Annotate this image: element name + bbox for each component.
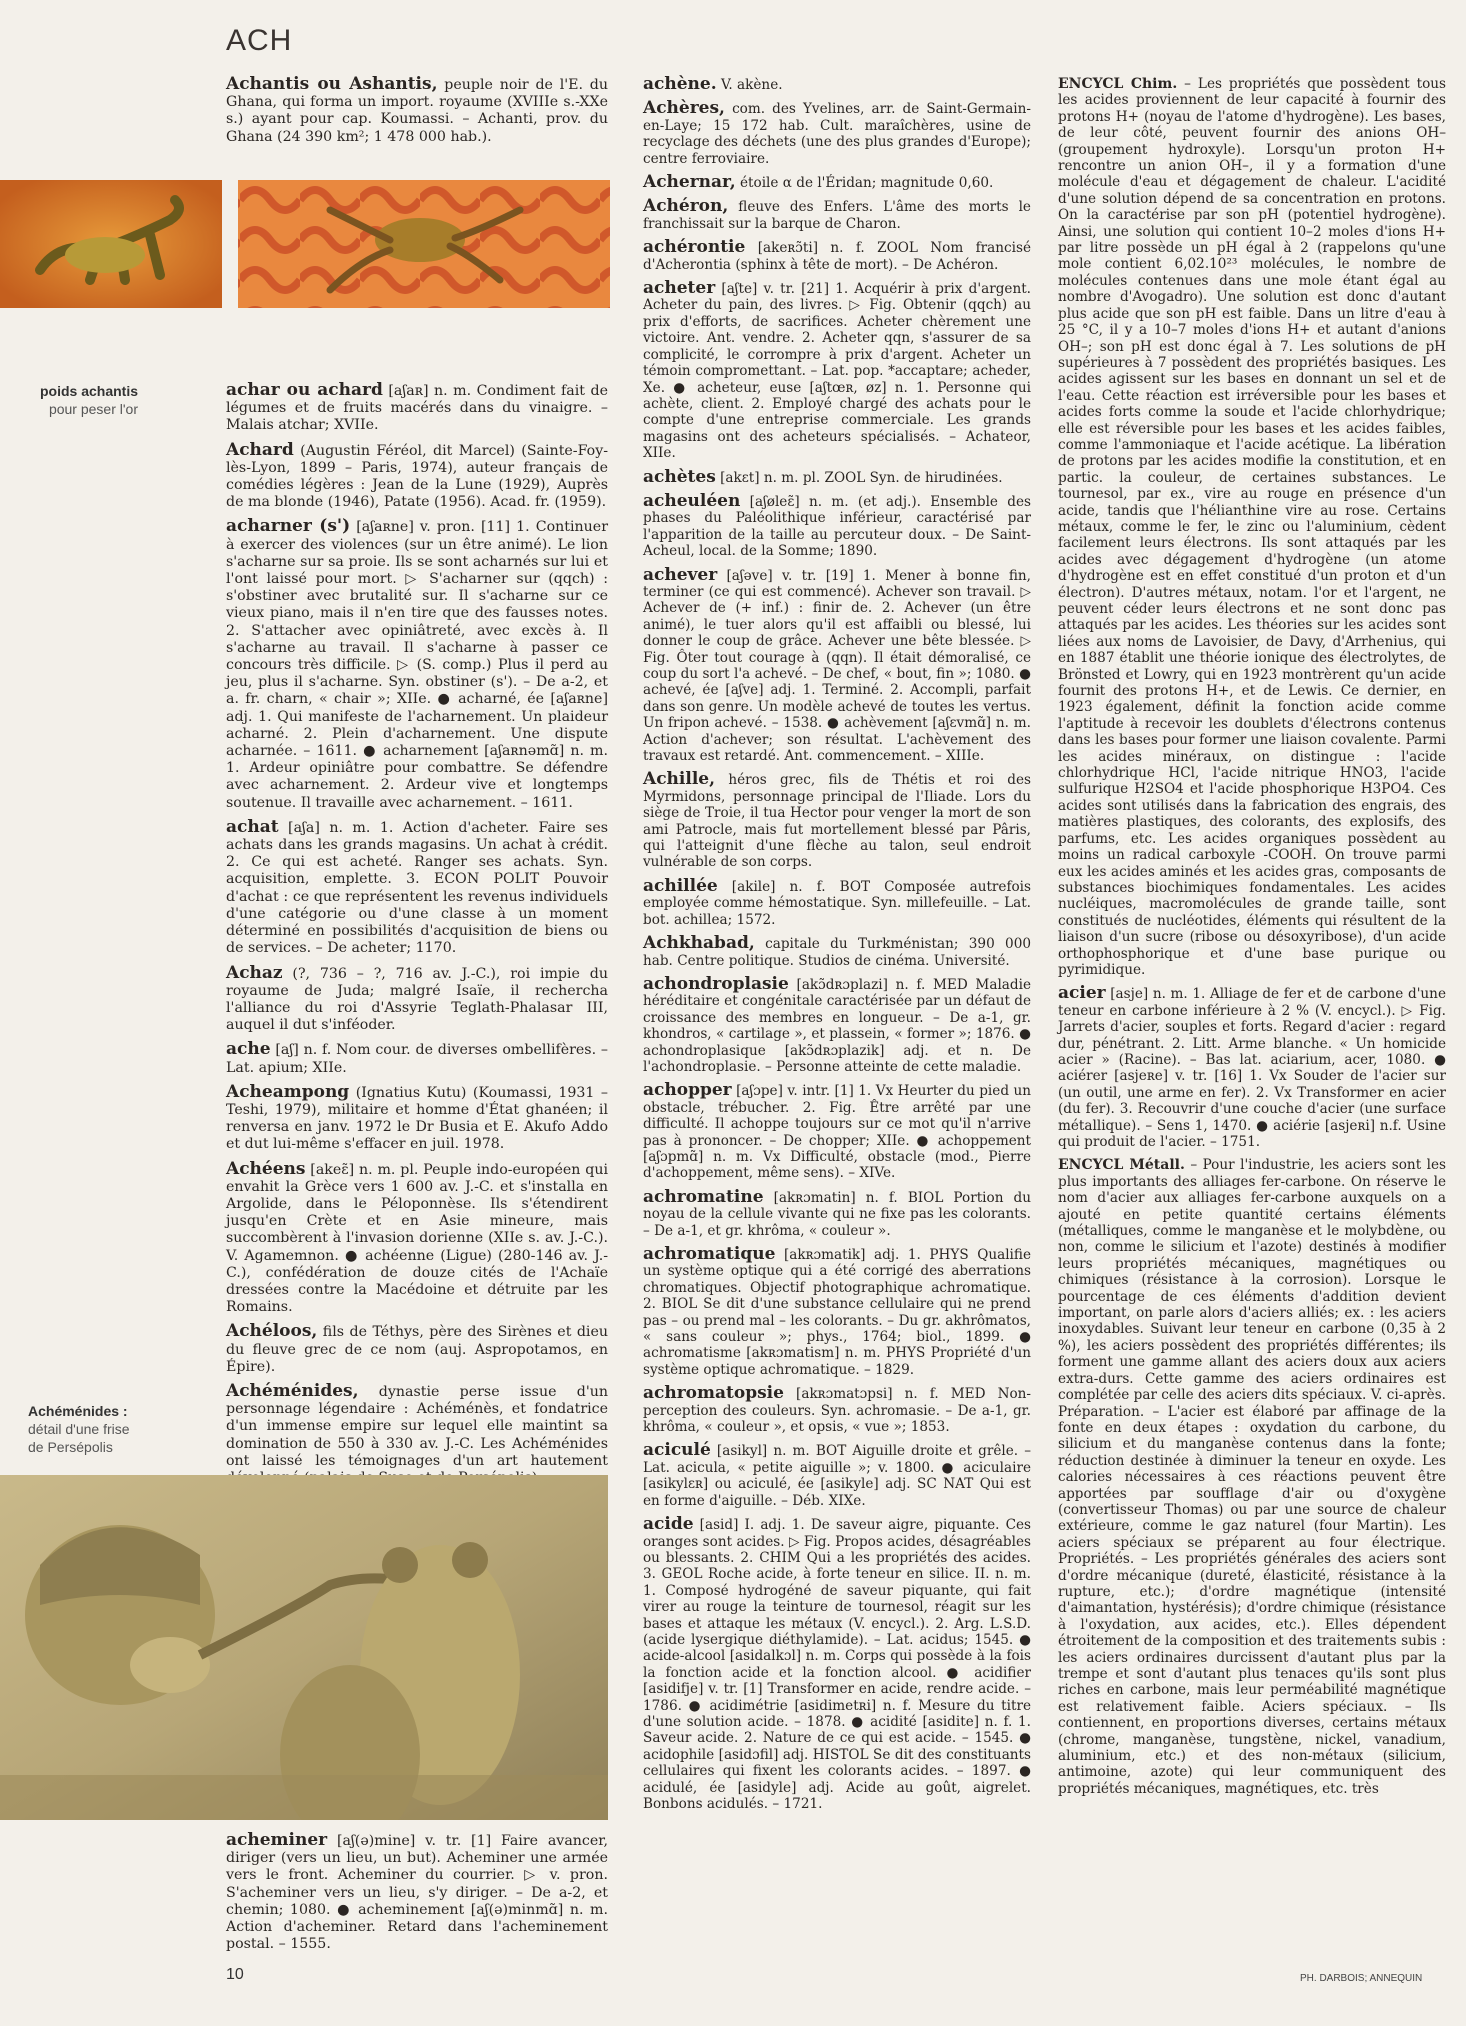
headword: achondroplasie <box>643 973 789 994</box>
headword: achromatopsie <box>643 1383 784 1404</box>
caption-frieze <box>0 1402 146 1456</box>
entry <box>643 76 1031 93</box>
entry <box>226 816 608 958</box>
entry <box>643 564 1031 765</box>
entry <box>226 1081 609 1154</box>
entry <box>1058 985 1446 1150</box>
definition: – Pour l'industrie, les aciers sont les plus importants des alliages fer-carbone. On réserve le nom d'acier aux alliages fer-carbone auxquels on a ajouté en petite quantité certains éléments (métalliques, comme le manganèse et le molybdène, ou non, comme le silicium et l'azote) destinés à modifier leurs propriétés mécaniques, magnétiques ou chimiques (résistance à la corrosion). Lorsque le pourcentage de ces éléments d'addition devient important, on parle alors d'aciers alliés; ex. : les aciers inoxydables. Suivant leur teneur en carbone (0,35 à 2 %), les aciers possèdent des propriétés différentes; ils forment une gamme allant des aciers doux aux aciers extra-durs. Cette gamme des aciers ordinaires est complétée par celle des aciers dits spéciaux. V. ci-après. Préparation. – L'acier est élaboré par affinage de la fonte en deux étapes : oxydation du carbone, du silicium et du manganèse contenus dans la fonte; réduction destinée à diminuer la teneur en oxyde. Les calories nécessaires à ces réactions peuvent être apportées par soufflage d'air ou d'oxygène (convertisseur Thomas) ou par une source de chaleur extérieure, comme le gaz naturel (four Martin). Les aciers spéciaux se préparent au four électrique. Propriétés. – Les propriétés générales des aciers sont d'ordre mécanique (dureté, élasticité, résistance à la rupture, etc.); d'ordre magnétique (intensité d'aimantation, hystérésis); d'ordre chimique (résistance à l'oxydation, aux acides, etc.). Elles dépendent étroitement de la composition et des traitements subis : les aciers ordinaires durcissent d'autant plus par la trempe et sont d'autant plus tenaces qu'ils sont plus riches en carbone, mais leur perméabilité magnétique est relativement faible. Aciers spéciaux. – Ils contiennent, en proportions diverses, certains métaux (chrome, manganèse, tungstène, nickel, vanadium, aluminium, etc.) et des non-métaux (silicium, antimoine, azote) qui leur communiquent des propriétés mécaniques, magnétiques, etc. très <box>1058 1157 1446 1797</box>
photo-persepolis-frieze <box>0 1475 608 1820</box>
definition: [asid] I. adj. 1. De saveur aigre, piquante. Ces oranges sont acides. ▷ Fig. Propos acides, désagréables ou blessants. 2. CHIM Qui a les propriétés des acides. 3. GEOL Roche acide, à forte teneur en silice. II. n. m. 1. Composé hydrogéné de saveur piquante, qui fait virer au rouge la teinture de tournesol, réagit sur les bases et attaque les métaux (V. encycl.). 2. Arg. L.S.D. (acide lysergique diéthylamide). – Lat. acidus; 1545. ● acide-alcool [asidalkɔl] n. m. Corps qui possède à la fois la fonction acide et la fonction alcool. ● acidifier [asidifje] v. tr. [1] Transformer en acide, rendre acide. – 1786. ● acidimétrie [asidimetʀi] n. f. Mesure du titre d'une solution acide. – 1878. ● acidité [asidite] n. f. 1. Saveur acide. 2. Nature de ce qui est acide. – 1545. ● acidophile [asidɔfil] adj. HISTOL Se dit des constituants cellulaires qui fixent les colorants acides. – 1897. ● acidulé, ée [asidyle] adj. Acide au goût, aigrelet. Bonbons acidulés. – 1721. <box>643 1517 1031 1812</box>
definition: [aʃaʀne] v. pron. [11] 1. Continuer à exercer des violences (sur un être animé). Le lion s'acharne sur sa proie. Ils se sont acharnés sur lui et l'ont laissé pour mort. ▷ S'acharner sur (qqch) : s'obstiner avec brutalité sur. Il s'acharne sur ce vieux piano, mais il n'en tire que des fausses notes. 2. S'attacher avec opiniâtreté, avec excès à. Il s'acharne au travail. Il s'acharne à passer ce concours très difficile. ▷ (S. comp.) Plus il perd au jeu, plus il s'acharne. Syn. obstiner (s'). – De a-2, et a. fr. charn, « chair »; XIIe. ● acharné, ée [aʃaʀne] adj. 1. Qui manifeste de l'acharnement. Un plaideur acharné. 2. Plein d'acharnement. Une dispute acharnée. – 1611. ● acharnement [aʃaʀnəmɑ̃] n. m. 1. Ardeur opiniâtre pour combattre. Se défendre avec acharnement. 2. Ardeur vive et longtemps soutenue. Il travaille avec acharnement. – 1611. <box>226 519 608 811</box>
entry <box>643 973 1031 1075</box>
entry <box>226 1041 608 1076</box>
entry <box>226 1380 608 1487</box>
entry <box>643 280 1031 461</box>
definition: fils de Téthys, père des Sirènes et dieu du fleuve grec de ce nom (auj. Aspropotamos, en Épire). <box>226 1324 608 1375</box>
headword: achillée <box>643 875 718 896</box>
entry <box>643 466 1031 487</box>
definition: [akʀɔmatin] n. f. BIOL Portion du noyau de la cellule vivante qui ne fixe pas les colorants. – De a-1, et gr. khrôma, « couleur ». <box>643 1189 1031 1239</box>
definition: com. des Yvelines, arr. de Saint-Germain-en-Laye; 15 172 hab. Cult. maraîchères, usine de recyclage des déchets (une des plus grandes d'Europe); centre ferroviaire. <box>643 101 1031 167</box>
entry <box>226 439 608 512</box>
definition: peuple noir de l'E. du Ghana, qui forma un import. royaume (XVIIIe s.-XXe s.) ayant pour cap. Koumassi. – Achanti, prov. du Ghana (24 390 km²; 1 478 000 hab.). <box>226 77 609 145</box>
headword: Achéens <box>226 1158 306 1179</box>
definition: [asje] n. m. 1. Alliage de fer et de carbone d'une teneur en carbone inférieure à 2 % (V. encycl.). ▷ Fig. Jarrets d'acier, souples et forts. Regard d'acier : regard dur, pénétrant. 2. Litt. Arme blanche. « Un homicide acier » (Racine). – Bas lat. aciarium, acer, 1080. ● aciérer [asjeʀe] v. tr. [16] 1. Vx Souder de l'acier sur (un outil, une arme en fer). 2. Vx Transformer en acier (du fer). 3. Recouvrir d'une couche d'acier (une surface métallique). – Sens 1, 1470. ● aciérie [asjeʀi] n.f. Usine qui produit de l'acier. – 1751. <box>1058 986 1446 1150</box>
definition: (Ignatius Kutu) (Koumassi, 1931 – Teshi, 1979), militaire et homme d'État ghanéen; il renversa en janv. 1972 le Dr Busia et E. Akufo Addo et dut lui-même s'effacer en juil. 1978. <box>226 1084 609 1153</box>
definition: capitale du Turkménistan; 390 000 hab. Centre politique. Studios de cinéma. Université. <box>643 936 1031 969</box>
headword: aciculé <box>643 1440 711 1461</box>
entry <box>1058 76 1446 978</box>
headword: Achaz <box>226 962 283 983</box>
headword: acheminer <box>226 1830 328 1850</box>
entry <box>643 935 1031 969</box>
headword: Achernar, <box>643 172 736 193</box>
headword: ENCYCL Chim. <box>1058 76 1178 92</box>
headword: acide <box>643 1514 694 1535</box>
definition: [akile] n. f. BOT Composée autrefois employée comme hémostatique. Syn. millefeuille. – Lat. bot. achillea; 1572. <box>643 878 1031 928</box>
entry <box>643 1385 1031 1435</box>
entry <box>226 76 608 146</box>
headword: achopper <box>643 1080 732 1101</box>
entry <box>226 1832 608 1953</box>
headword: ENCYCL Métall. <box>1058 1157 1185 1174</box>
column-3 <box>1058 76 1446 1804</box>
entry <box>643 1246 1031 1378</box>
definition: [akeʀɔ̃ti] n. f. ZOOL Nom francisé d'Acherontia (sphinx à tête de mort). – De Achéron. <box>643 240 1031 273</box>
entry <box>643 174 1031 191</box>
headword: achever <box>643 564 718 585</box>
definition: [aʃaʀ] n. m. Condiment fait de légumes et de fruits macérés dans du vinaigre. – Malais atchar; XVIIe. <box>226 383 608 434</box>
definition: V. akène. <box>720 77 783 93</box>
headword: Achéron, <box>643 196 729 217</box>
column-1-top <box>226 76 608 153</box>
entry <box>226 382 608 435</box>
caption-bold: poids achantis <box>39 383 138 399</box>
headword: Acheampong <box>226 1081 350 1102</box>
definition: [akʀɔmatik] adj. 1. PHYS Qualifie un système optique qui a été corrigé des aberrations chromatiques. Objectif photographique achromatique. 2. BIOL Se dit d'une substance cellulaire qui ne prend pas – ou prend mal – les colorants. – Du gr. akhrômatos, « sans couleur »; phys., 1764; biol., 1899. ● achromatisme [akʀɔmatism] n. m. PHYS Propriété d'un système optique achromatique. – 1829. <box>643 1247 1032 1378</box>
entry <box>226 962 608 1035</box>
entry <box>643 1516 1031 1812</box>
headword: Achard <box>226 439 294 460</box>
entry <box>643 875 1031 928</box>
definition: [aʃ(ə)mine] v. tr. [1] Faire avancer, diriger (vers un lieu, un but). Acheminer une armée vers le front. Acheminer du courrier. ▷ v. pron. S'acheminer vers un lieu, s'y diriger. – De a-2, et chemin; 1080. ● acheminement [aʃ(ə)minmɑ̃] n. m. Action d'acheminer. Retard dans l'acheminement postal. – 1555. <box>226 1833 608 1953</box>
page-number: 10 <box>226 1966 244 1983</box>
column-1-mid <box>226 382 608 1494</box>
definition: [aʃa] n. m. 1. Action d'acheter. Faire ses achats dans les grands magasins. Un achat à crédit. 2. Ce qui est acheté. Ranger ses achats. Syn. acquisition, emplette. 3. ECON POLIT Pouvoir d'achat : ce que représentent les revenus individuels d'une catégorie ou d'une classe à un moment déterminé en possibilités d'acquisition de biens ou de services. – De acheter; 1170. <box>226 819 608 957</box>
definition: – Les propriétés que possèdent tous les acides proviennent de leur capacité à fournir des protons H+ (noyau de l'atome d'hydrogène). Les bases, de leur côté, peuvent fournir des anions OH– (groupement hydroxyle). Lorsqu'un proton H+ rencontre un anion OH–, il y a formation d'une molécule d'eau et dégagement de chaleur. L'acidité d'une solution dépend de sa concentration en protons. On la caractérise par son pH (potentiel hydrogène). Ainsi, une solution qui contient 10–2 moles d'ions H+ par litre possède un pH égal à 2 (rappelons qu'une mole contient 6,02.10²³ molécules, le nombre de molécules contenues dans une mole étant égal au nombre d'Avogadro). Une solution est donc d'autant plus acide que son pH est faible. Dans un litre d'eau à 25 °C, il y a 10–7 moles d'ions H+ et autant d'anions OH–; son pH est donc égal à 7. Les solutions de pH supérieures à 7 possèdent des propriétés basiques. Les acides agissent sur les bases en donnant un sel et de l'eau. Cette réaction est irréversible pour les bases et acides forts comme la soude et l'acide chlorhydrique; elle est réversible pour les bases et les acides faibles, comme l'ammoniaque et l'acide acétique. La libération de protons par les acides modifie la constitution, et en partic. la couleur, de certaines substances. Le tournesol, par ex., vire au rouge en présence d'un acide, tandis que l'hélianthine vire au rose. Certains métaux, comme le fer, le zinc ou l'aluminium, cèdent facilement leurs électrons. Ils sont attaqués par les acides avec dégagement d'hydrogène (un atome d'hydrogène est en effet constitué d'un proton et d'un électron). D'autres métaux, notam. l'or et l'argent, ne peuvent céder leurs électrons et ne sont donc pas attaqués par les acides. Les théories sur les acides sont liées aux noms de Lavoisier, de Davy, d'Arrhenius, qui en 1887 établit une théorie ionique des électrolytes, de Brönsted et Lowry, qui en 1923 montrèrent qu'un acide fournit des protons H+, et de Lewis. Ce dernier, en 1923 également, définit la fonction acide comme l'aptitude à recevoir les doublets d'électrons contenus dans les bases pour former une liaison covalente. Parmi les acides minéraux, on distingue : l'acide chlorhydrique HCl, l'acide nitrique HNO3, l'acide sulfurique H2SO4 et l'acide phosphorique H3PO4. Ces acides sont utilisés dans la fabrication des engrais, des matières plastiques, des colorants, des explosifs, des parfums, etc. Les acides organiques possèdent au moins un radical carboxyle -COOH. On trouve parmi eux les acides aminés et les acides gras, composants de substances biochimiques fondamentales. Les acides nucléiques, macromolécules de grande taille, sont constitués de nucléotides, éléments qui résultent de la liaison d'un sucre (ribose ou désoxyribose), d'un acide orthophosphorique et d'une base purique ou pyrimidique. <box>1058 76 1446 978</box>
caption-text: détail d'une frise de Persépolis <box>28 1421 130 1455</box>
definition: [aʃte] v. tr. [21] 1. Acquérir à prix d'argent. Acheter du pain, des livres. ▷ Fig. Obtenir (qqch) au prix d'efforts, de sacrifices. Acheter chèrement une victoire. Ant. vendre. 2. Acheter qqn, s'assurer de sa complicité, le corrompre à prix d'argent. Acheter un témoin compromettant. – Lat. pop. *accaptare; acheder, Xe. ● acheteur, euse [aʃtœʀ, øz] n. 1. Personne qui achète, client. 2. Employé chargé des achats pour le compte d'une entreprise commerciale. Les grands magasins ont des acheteurs spécialisés. – Achateor, XIIe. <box>643 281 1031 462</box>
headword: achètes <box>643 466 716 487</box>
entry <box>643 771 1031 870</box>
headword: acheter <box>643 278 716 299</box>
guide-word: ACH <box>226 24 293 57</box>
caption-text: pour peser l'or <box>48 401 138 417</box>
definition: étoile α de l'Éridan; magnitude 0,60. <box>740 175 994 192</box>
definition: (Augustin Féréol, dit Marcel) (Sainte-Foy-lès-Lyon, 1899 – Paris, 1974), auteur français de comédies légères : Jean de la Lune (1929), Auprès de ma blonde (1946), Patate (1956). Acad. fr. (1959). <box>226 442 608 511</box>
entry <box>1058 1157 1446 1797</box>
definition: (?, 736 – ?, 716 av. J.-C.), roi impie du royaume de Juda; malgré Isaïe, il rechercha l'alliance du roi d'Assyrie Teglath-Phalasar III, auquel il dut s'inféoder. <box>226 965 608 1034</box>
headword: ache <box>226 1039 271 1060</box>
headword: Achères, <box>643 98 725 119</box>
definition: [akɔ̃dʀɔplazi] n. f. MED Maladie héréditaire et congénitale caractérisée par un défaut de croissance des membres en longueur. – De a-1, gr. khondros, « cartilage », et plassein, « former »; 1876. ● achondroplasique [akɔ̃dʀɔplazik] adj. et n. De l'achondroplasie. – Personne atteinte de cette maladie. <box>643 976 1031 1075</box>
entry <box>643 1186 1031 1239</box>
definition: [aʃøleɛ̃] n. m. (et adj.). Ensemble des phases du Paléolithique inférieur, caractérisé par l'apparition de la taille au percuteur doux. – De Saint-Acheul, local. de la Somme; 1890. <box>643 493 1031 560</box>
headword: achar ou achard <box>226 380 383 400</box>
definition: [akeɛ̃] n. m. pl. Peuple indo-européen qui envahit la Grèce vers 1 600 av. J.-C. et s'installa en Argolide, dans le Péloponnèse. Ils s'étendirent jusqu'en Crète et en Asie mineure, mais succombèrent à l'invasion dorienne (XIIe s. av. J.-C.). V. Agamemnon. ● achéenne (Ligue) (280-146 av. J.-C.), confédération de douze cités de l'Achaïe dressées contre la Macédoine et détruite par les Romains. <box>226 1161 608 1316</box>
caption-bold: Achéménides : <box>28 1403 128 1419</box>
entry <box>226 1158 608 1317</box>
entry <box>643 239 1031 273</box>
definition: [aʃ] n. f. Nom cour. de diverses ombellifères. – Lat. apium; XIIe. <box>226 1042 609 1076</box>
definition: héros grec, fils de Thétis et roi des Myrmidons, personnage principal de l'Iliade. Lors du siège de Troie, il tua Hector pour venger la mort de son ami Patrocle, mais fut mortellement blessé par Pâris, qui l'atteignit d'une flèche au talon, seul endroit vulnérable de son corps. <box>643 772 1032 871</box>
definition: fleuve des Enfers. L'âme des morts le franchissait sur la barque de Charon. <box>643 199 1031 232</box>
entry <box>226 1323 608 1376</box>
headword: achat <box>226 816 279 837</box>
headword: achène. <box>643 74 717 94</box>
headword: acharner (s') <box>226 516 351 537</box>
headword: Achéloos, <box>226 1321 318 1342</box>
definition: [asikyl] n. m. BOT Aiguille droite et grêle. – Lat. acicula, « petite aiguille »; v. 1800. ● aciculaire [asikylɛʀ] ou aciculé, ée [asikyle] adj. SC NAT Qui est en forme d'aiguille. – Déb. XIXe. <box>643 1443 1031 1509</box>
entry <box>226 518 608 811</box>
headword: Achkhabad, <box>643 933 755 954</box>
headword: acier <box>1058 983 1106 1004</box>
photo-credit: PH. DARBOIS; ANNEQUIN <box>1300 1973 1423 1984</box>
caption-weights <box>0 382 138 418</box>
entry <box>643 1082 1031 1181</box>
headword: Achéménides, <box>226 1380 359 1401</box>
headword: achérontie <box>643 237 746 258</box>
headword: Achantis ou Ashantis, <box>226 74 438 94</box>
column-1-bottom <box>226 1832 608 1960</box>
definition: dynastie perse issue d'un personnage légendaire : Achéménès, et fondatrice d'un immense empire sur lequel elle maintint sa domination de 550 à 330 av. J.-C. Les Achéménides ont laissé les témoignages d'un art hautement <box>226 1383 608 1469</box>
headword: achromatique <box>643 1244 776 1264</box>
headword: achromatine <box>643 1186 764 1207</box>
definition: [akʀɔmatɔpsi] n. f. MED Non-perception des couleurs. Syn. achromasie. – De a-1, gr. khrôma, « couleur », et opsis, « vue »; 1853. <box>643 1386 1031 1436</box>
headword: Achille, <box>643 769 716 790</box>
headword: acheuléen <box>643 490 741 511</box>
photo-achantis-weights <box>0 180 610 308</box>
entry <box>643 100 1031 167</box>
column-2 <box>643 76 1031 1819</box>
entry <box>643 198 1031 232</box>
definition: [aʃɔpe] v. intr. [1] 1. Vx Heurter du pied un obstacle, trébucher. 2. Fig. Être arrêté par une difficulté. Il achoppe toujours sur ce mot qu'il n'arrive pas à prononcer. – De chopper; XIIe. ● achoppement [aʃɔpmɑ̃] n. m. Vx Difficulté, obstacle (mod., Pierre d'achoppement, même sens). – XIVe. <box>643 1083 1032 1182</box>
definition: [aʃəve] v. tr. [19] 1. Mener à bonne fin, terminer (ce qui est commencé). Achever son travail. ▷ Achever de (+ inf.) : finir de. 2. Achever (un être animé), le tuer alors qu'il est affaibli ou blessé, lui donner le coup de grâce. Achever une bête blessée. ▷ Fig. Ôter tout courage à (qqn). Il était démoralisé, ce coup du sort l'a achevé. – De chef, « bout, fin »; 1080. ● achevé, ée [aʃve] adj. 1. Terminé. 2. Accompli, parfait dans son genre. Un modèle achevé de toutes les vertus. Un fripon achevé. – 1538. ● achèvement [aʃɛvmɑ̃] n. m. Action d'achever; son résultat. L'achèvement des travaux est retardé. Ant. commencement. – XIIIe. <box>643 567 1031 765</box>
definition: [akɛt] n. m. pl. ZOOL Syn. de hirudinées. <box>720 469 1003 486</box>
entry <box>643 490 1031 560</box>
entry <box>643 1442 1031 1509</box>
